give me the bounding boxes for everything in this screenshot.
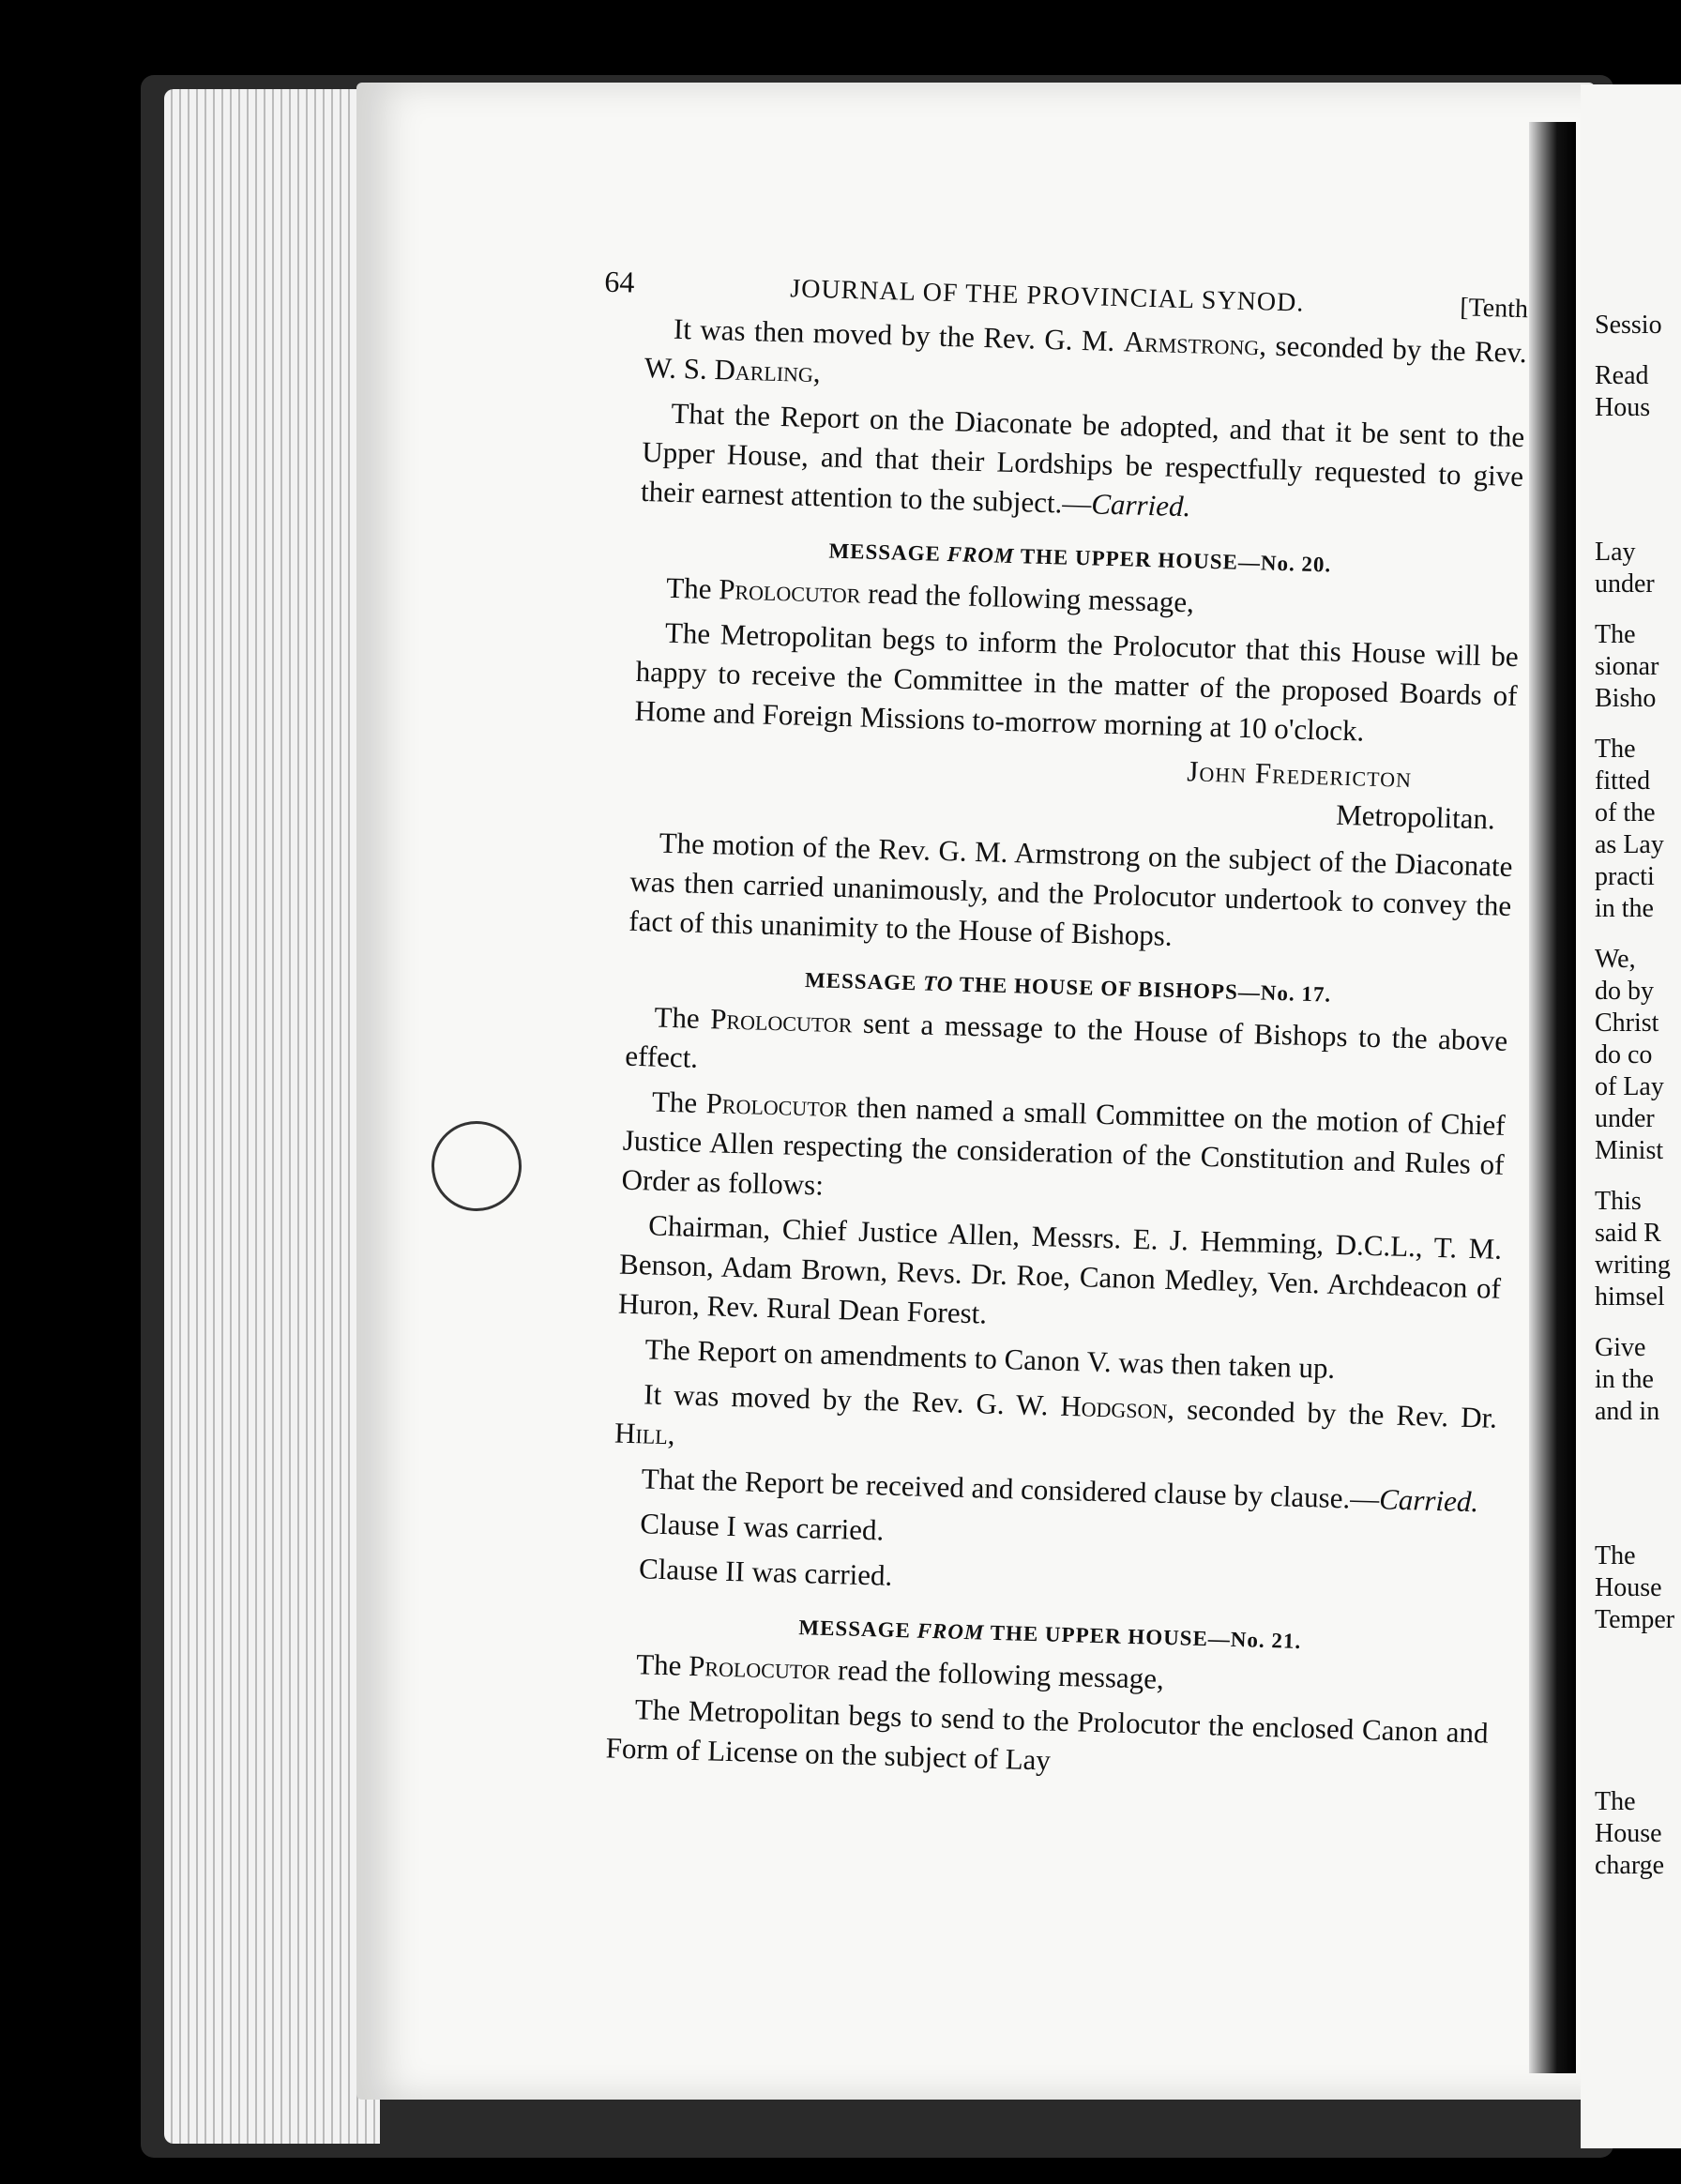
right-line: The [1595, 620, 1636, 649]
name-prolocutor: Prolocutor [705, 1086, 849, 1124]
text-run: That the Report on the Diaconate be adopted, and that it be sent to the Upper House, and that their Lordships be respectfully requested to give their earnest attention to the subject.— [640, 396, 1525, 521]
right-gap [1595, 715, 1681, 734]
text-run: read the following message, [829, 1653, 1165, 1695]
paragraph-diaconate-report [641, 393, 1525, 536]
right-line: Christ [1595, 1009, 1659, 1038]
right-line: This [1595, 1187, 1642, 1216]
running-title: JOURNAL OF THE PROVINCIAL SYNOD. [789, 274, 1305, 318]
right-line: under [1595, 569, 1655, 599]
text-run: , seconded by the Rev. Dr. [1166, 1391, 1498, 1434]
clause-1-line: Clause I was carried. [639, 1507, 885, 1547]
right-line: fitted [1595, 766, 1651, 796]
right-line: The [1595, 1541, 1636, 1570]
book-gutter [1529, 122, 1576, 2073]
paragraph-canon-v-report: The Report on amendments to Canon V. was then taken up. [644, 1332, 1336, 1385]
paragraph-metropolitan-message: The Metropolitan begs to inform the Prolocutor that this House will be happy to receive the Committee in the matter of the proposed Boards of Home and Foreign Missions to-morrow morning at 10 o'clock. [634, 615, 1520, 748]
right-gap [1595, 600, 1681, 619]
right-line: Bisho [1595, 684, 1657, 713]
text-run: FROM [947, 542, 1015, 569]
text-run: The [635, 1647, 689, 1682]
right-line: Temper [1595, 1605, 1675, 1634]
name-prolocutor: Prolocutor [709, 1002, 854, 1039]
text-run: FROM [916, 1618, 985, 1645]
right-gap [1595, 424, 1681, 537]
text-run: , [812, 355, 822, 389]
name-armstrong: Armstrong [1123, 325, 1260, 362]
right-line: as Lay [1595, 830, 1664, 859]
name-hodgson: Hodgson [1059, 1388, 1168, 1425]
right-line: of the [1595, 798, 1656, 827]
right-line: and in [1595, 1397, 1660, 1426]
text-run: The [651, 1084, 707, 1120]
right-line: The [1595, 1787, 1636, 1816]
name-prolocutor: Prolocutor [688, 1648, 831, 1687]
text-run: THE UPPER HOUSE—No. 21. [984, 1620, 1302, 1654]
text-run: The [654, 1000, 711, 1036]
clause-2-line: Clause II was carried. [638, 1552, 893, 1592]
right-gap [1595, 1636, 1681, 1786]
text-run: , seconded by the Rev. W. S. [644, 328, 1528, 387]
right-line: Sessio [1595, 311, 1662, 340]
signature-role: Metropolitan. [1335, 797, 1496, 836]
right-line: in the [1595, 894, 1654, 923]
right-line: Give [1595, 1333, 1646, 1362]
right-line: House [1595, 1573, 1662, 1602]
right-line: do co [1595, 1040, 1653, 1069]
text-run: MESSAGE [828, 538, 948, 567]
signature-name: John Fredericton [1186, 754, 1413, 794]
name-hill: Hill [613, 1416, 669, 1451]
right-line: do by [1595, 977, 1654, 1006]
paragraph-committee-members: Chairman, Chief Justice Allen, Messrs. E. J. Hemming, D.C.L., T. M. Benson, Adam Brown, Revs. Dr. Roe, Canon Medley, Ven. Archdeacon of Huron, Rev. Rural Dean Forest. [617, 1208, 1503, 1330]
page-number: 64 [603, 264, 635, 299]
right-gap [1595, 341, 1681, 360]
page-edges [164, 89, 380, 2144]
name-darling: Darling [714, 353, 814, 388]
right-page-text [1595, 310, 1681, 1882]
right-line: sionar [1595, 652, 1659, 681]
text-run: It was then moved by the Rev. G. M. [673, 311, 1125, 358]
session-label: [Tenth [1459, 293, 1529, 325]
text-run: MESSAGE [804, 967, 924, 995]
right-line: under [1595, 1104, 1655, 1133]
carried-label: Carried. [1090, 487, 1191, 523]
text-run: The [665, 570, 719, 606]
right-line: charge [1595, 1851, 1665, 1880]
name-prolocutor: Prolocutor [718, 572, 861, 610]
text-run: sent a message to the House of Bishops to the above effect. [624, 1006, 1508, 1074]
paragraph-committee-named [621, 1082, 1506, 1224]
right-line: The [1595, 735, 1636, 764]
right-line: said R [1595, 1219, 1661, 1248]
text-run: THE UPPER HOUSE—No. 20. [1014, 544, 1332, 577]
right-line: writing [1595, 1251, 1671, 1280]
page-text [605, 263, 1529, 1798]
text-run: TO [922, 971, 954, 996]
text-run: then named a small Committee on the motion of Chief Justice Allen respecting the consideration of the Constitution and Rules of Order as follows: [621, 1090, 1507, 1202]
right-line: Minist [1595, 1136, 1664, 1165]
right-line: of Lay [1595, 1072, 1664, 1101]
right-line: We, [1595, 945, 1636, 974]
right-line: Lay [1595, 538, 1636, 567]
right-gap [1595, 1313, 1681, 1332]
text-run: read the following message, [860, 576, 1195, 619]
text-run: THE HOUSE OF BISHOPS—No. 17. [953, 972, 1332, 1007]
right-line: House [1595, 1819, 1662, 1848]
right-line: practi [1595, 862, 1655, 891]
right-line: in the [1595, 1365, 1654, 1394]
right-line: Read [1595, 361, 1649, 390]
right-gap [1595, 1428, 1681, 1540]
paragraph-canon-license: The Metropolitan begs to send to the Prolocutor the enclosed Canon and Form of License on the subject of Lay [605, 1692, 1490, 1777]
text-run: That the Report be received and considered clause by clause.— [641, 1462, 1380, 1516]
text-run: MESSAGE [798, 1615, 918, 1643]
paragraph-motion-carried: The motion of the Rev. G. M. Armstrong on the subject of the Diaconate was then carried unanimously, and the Prolocutor undertook to convey the fact of this unanimity to the House of Bishops. [628, 826, 1513, 952]
text-run: It was moved by the Rev. G. W. [643, 1377, 1061, 1422]
right-line: Hous [1595, 393, 1651, 422]
text-run: , [667, 1418, 675, 1451]
carried-label: Carried. [1378, 1482, 1479, 1519]
right-gap [1595, 1167, 1681, 1186]
right-line: himsel [1595, 1282, 1665, 1312]
right-gap [1595, 925, 1681, 944]
